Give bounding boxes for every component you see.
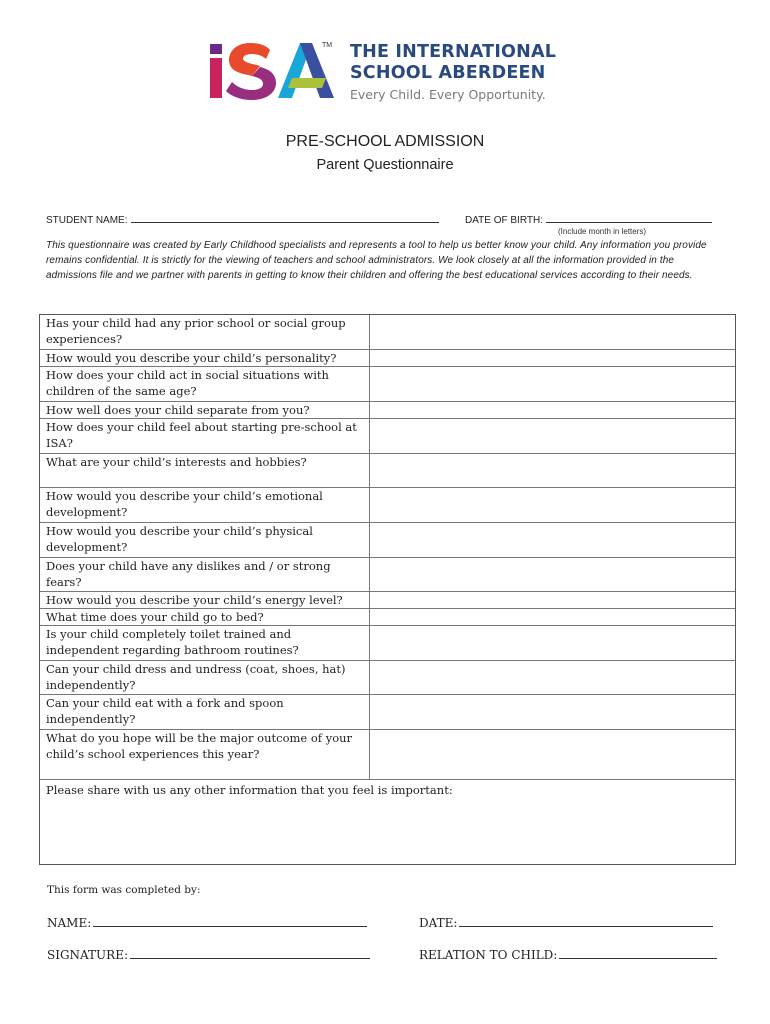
relation-line[interactable] xyxy=(559,947,717,959)
date-field[interactable] xyxy=(419,915,713,930)
answer-field[interactable] xyxy=(370,402,735,418)
logo-i-dot xyxy=(210,44,222,54)
answer-field[interactable] xyxy=(370,454,735,487)
question-row xyxy=(40,366,735,401)
signature-label: SIGNATURE: xyxy=(47,948,129,962)
page-title: PRE-SCHOOL ADMISSION xyxy=(285,133,485,150)
student-name-field[interactable] xyxy=(46,213,439,226)
answer-field[interactable] xyxy=(370,661,735,694)
logo-i-bar xyxy=(210,58,222,98)
question-text: How does your child feel about starting pre-school at ISA? xyxy=(40,419,370,453)
question-row xyxy=(40,418,735,453)
dob-field[interactable] xyxy=(465,213,712,226)
relation-field[interactable] xyxy=(419,947,717,962)
logo-a-right xyxy=(300,43,334,98)
answer-field[interactable] xyxy=(370,695,735,729)
answer-field[interactable] xyxy=(370,419,735,453)
student-name-line[interactable] xyxy=(131,213,439,223)
question-text: Can your child dress and undress (coat, shoes, hat) independently? xyxy=(40,661,370,694)
trademark: TM xyxy=(322,42,333,49)
question-text: Has your child had any prior school or social group experiences? xyxy=(40,315,370,349)
question-text: What are your child’s interests and hobbies? xyxy=(40,454,370,487)
dob-note: (Include month in letters) xyxy=(558,227,647,236)
question-text: How would you describe your child’s personality? xyxy=(40,350,370,366)
date-line[interactable] xyxy=(459,915,713,927)
question-text: Is your child completely toilet trained and independent regarding bathroom routines? xyxy=(40,626,370,660)
question-text: What time does your child go to bed? xyxy=(40,609,370,625)
relation-label: RELATION TO CHILD: xyxy=(419,948,558,962)
question-row xyxy=(40,315,735,349)
answer-field[interactable] xyxy=(370,730,735,779)
student-name-label: STUDENT NAME: xyxy=(46,215,128,226)
signature-line[interactable] xyxy=(130,947,370,959)
question-text: Does your child have any dislikes and / or strong fears? xyxy=(40,558,370,591)
question-text: Can your child eat with a fork and spoon independently? xyxy=(40,695,370,729)
question-row xyxy=(40,522,735,557)
name-field[interactable] xyxy=(47,915,367,930)
question-row xyxy=(40,591,735,608)
question-row xyxy=(40,487,735,522)
answer-field[interactable] xyxy=(370,592,735,608)
page-subtitle: Parent Questionnaire xyxy=(316,157,454,173)
questionnaire-table xyxy=(39,314,736,865)
question-row xyxy=(40,453,735,487)
logo-line-1: THE INTERNATIONAL xyxy=(350,42,557,62)
answer-field[interactable] xyxy=(370,488,735,522)
question-text: How would you describe your child’s emotional development? xyxy=(40,488,370,522)
name-label: NAME: xyxy=(47,916,92,930)
intro-paragraph: This questionnaire was created by Early Childhood specialists and represents a tool to help us better know your child. Any information you provide remains confidential. It is strictly for the viewing of teachers and school administrators. We look closely at all the information provided in the admissions file and we partner with parents in getting to know their children and offering the best educational services according to their needs. xyxy=(46,240,707,282)
question-row xyxy=(40,660,735,694)
answer-field[interactable] xyxy=(370,523,735,557)
completed-by-label: This form was completed by: xyxy=(47,884,201,896)
signature-field[interactable] xyxy=(47,947,370,962)
logo-line-2: SCHOOL ABERDEEN xyxy=(350,63,546,83)
question-row xyxy=(40,729,735,779)
logo-text xyxy=(350,42,556,102)
question-text: What do you hope will be the major outcome of your child’s school experiences this year? xyxy=(40,730,370,779)
other-info-field[interactable] xyxy=(40,779,735,864)
dob-label: DATE OF BIRTH: xyxy=(465,215,543,226)
question-row xyxy=(40,694,735,729)
question-row xyxy=(40,557,735,591)
dob-line[interactable] xyxy=(546,213,712,223)
other-info-label: Please share with us any other information that you feel is important: xyxy=(46,783,453,797)
answer-field[interactable] xyxy=(370,558,735,591)
isa-logo-mark xyxy=(208,40,338,104)
logo-a-cross xyxy=(288,78,326,88)
question-row xyxy=(40,625,735,660)
question-row xyxy=(40,608,735,625)
answer-field[interactable] xyxy=(370,315,735,349)
school-logo xyxy=(208,40,568,110)
question-text: How well does your child separate from you? xyxy=(40,402,370,418)
question-row xyxy=(40,349,735,366)
question-text: How would you describe your child’s physical development? xyxy=(40,523,370,557)
answer-field[interactable] xyxy=(370,367,735,401)
date-label: DATE: xyxy=(419,916,458,930)
question-row xyxy=(40,401,735,418)
question-text: How would you describe your child’s energy level? xyxy=(40,592,370,608)
answer-field[interactable] xyxy=(370,350,735,366)
name-line[interactable] xyxy=(93,915,367,927)
question-text: How does your child act in social situations with children of the same age? xyxy=(40,367,370,401)
logo-tagline: Every Child. Every Opportunity. xyxy=(350,87,546,102)
answer-field[interactable] xyxy=(370,609,735,625)
answer-field[interactable] xyxy=(370,626,735,660)
